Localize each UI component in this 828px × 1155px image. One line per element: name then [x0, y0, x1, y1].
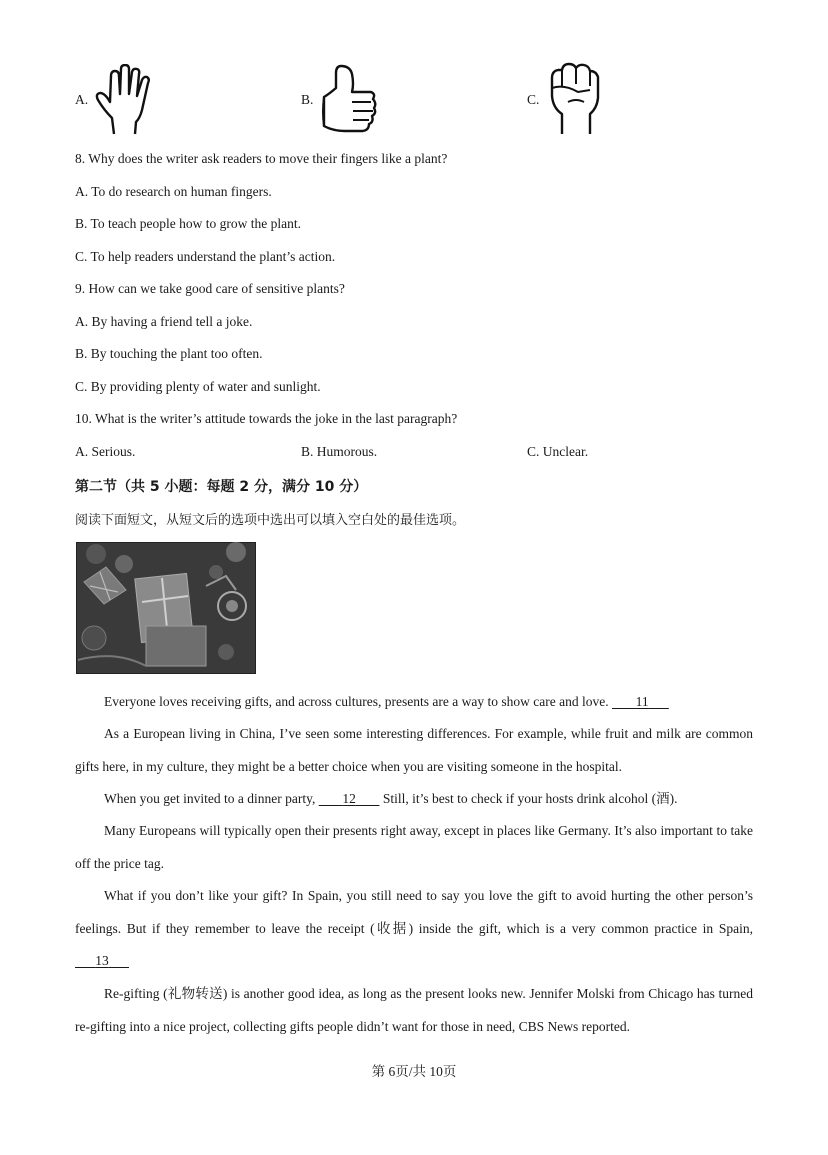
passage-p1-text: Everyone loves receiving gifts, and across cultures, presents are a way to show care and love.	[104, 694, 609, 709]
q8-option-c: C. To help readers understand the plant’s action.	[75, 249, 336, 264]
passage-paragraph-5	[75, 880, 753, 978]
passage-p3a-text: When you get invited to a dinner party,	[104, 791, 316, 806]
page-number: 第 6页/共 10页	[371, 1064, 457, 1079]
passage-p3b-text: Still, it’s best to check if your hosts drink alcohol (酒).	[382, 791, 678, 806]
question-8: 8. Why does the writer ask readers to move their fingers like a plant?	[75, 151, 448, 166]
open-hand-icon	[92, 64, 154, 136]
q8-option-a: A. To do research on human fingers.	[75, 184, 272, 199]
passage-paragraph-4	[75, 815, 753, 880]
fist-icon	[548, 62, 602, 136]
passage-p4-text: Many Europeans will typically open their presents right away, except in places like Germany. It’s also important to take off the price tag.	[75, 823, 753, 871]
passage-paragraph-6	[75, 978, 753, 1043]
q9-option-c: C. By providing plenty of water and sunlight.	[75, 379, 321, 394]
thumbs-up-icon	[319, 64, 377, 134]
q9-option-b: B. By touching the plant too often.	[75, 346, 263, 361]
blank-13-number: 13	[95, 953, 109, 968]
passage-p2-text: As a European living in China, I’ve seen some interesting differences. For example, while fruit and milk are common gifts here, in my culture, they might be a better choice when you are visiting someone in the hospital.	[75, 726, 753, 774]
section-instruction: 阅读下面短文，从短文后的选项中选出可以填入空白处的最佳选项。	[75, 513, 466, 528]
passage-paragraph-2	[75, 718, 753, 783]
question-9: 9. How can we take good care of sensitive plants?	[75, 281, 345, 296]
q8-option-b: B. To teach people how to grow the plant.	[75, 216, 302, 231]
blank-11-number: 11	[635, 694, 649, 709]
blank-12[interactable]	[319, 783, 380, 816]
option-b-label: B.	[301, 92, 314, 107]
question-10: 10. What is the writer’s attitude towards the joke in the last paragraph?	[75, 411, 458, 426]
option-a-label: A.	[75, 92, 89, 107]
section-heading: 第二节（共 5 小题：每题 2 分，满分 10 分）	[75, 479, 368, 495]
passage-paragraph-1	[75, 686, 753, 719]
q10-option-b: B. Humorous.	[301, 444, 378, 459]
passage-p5a-text: What if you don’t like your gift? In Spain, you still need to say you love the gift to avoid hurting the other person’s feelings. But if they remember to leave the receipt (收据) inside the gift, which is a very common practice in Spain,	[75, 888, 753, 936]
blank-12-number: 12	[342, 791, 356, 806]
passage-paragraph-3	[75, 783, 753, 816]
blank-11[interactable]	[612, 686, 669, 719]
q9-option-a: A. By having a friend tell a joke.	[75, 314, 253, 329]
q10-option-c: C. Unclear.	[527, 444, 589, 459]
passage-p6-text: Re-gifting (礼物转送) is another good idea, as long as the present looks new. Jennifer Molski from Chicago has turned re-gifting into a nice project, collecting gifts people didn’t want for those in need, CBS News reported.	[75, 986, 753, 1034]
gifts-photo	[76, 542, 256, 674]
blank-13[interactable]	[75, 945, 129, 978]
option-c-label: C.	[527, 92, 540, 107]
q10-option-a: A. Serious.	[75, 444, 136, 459]
